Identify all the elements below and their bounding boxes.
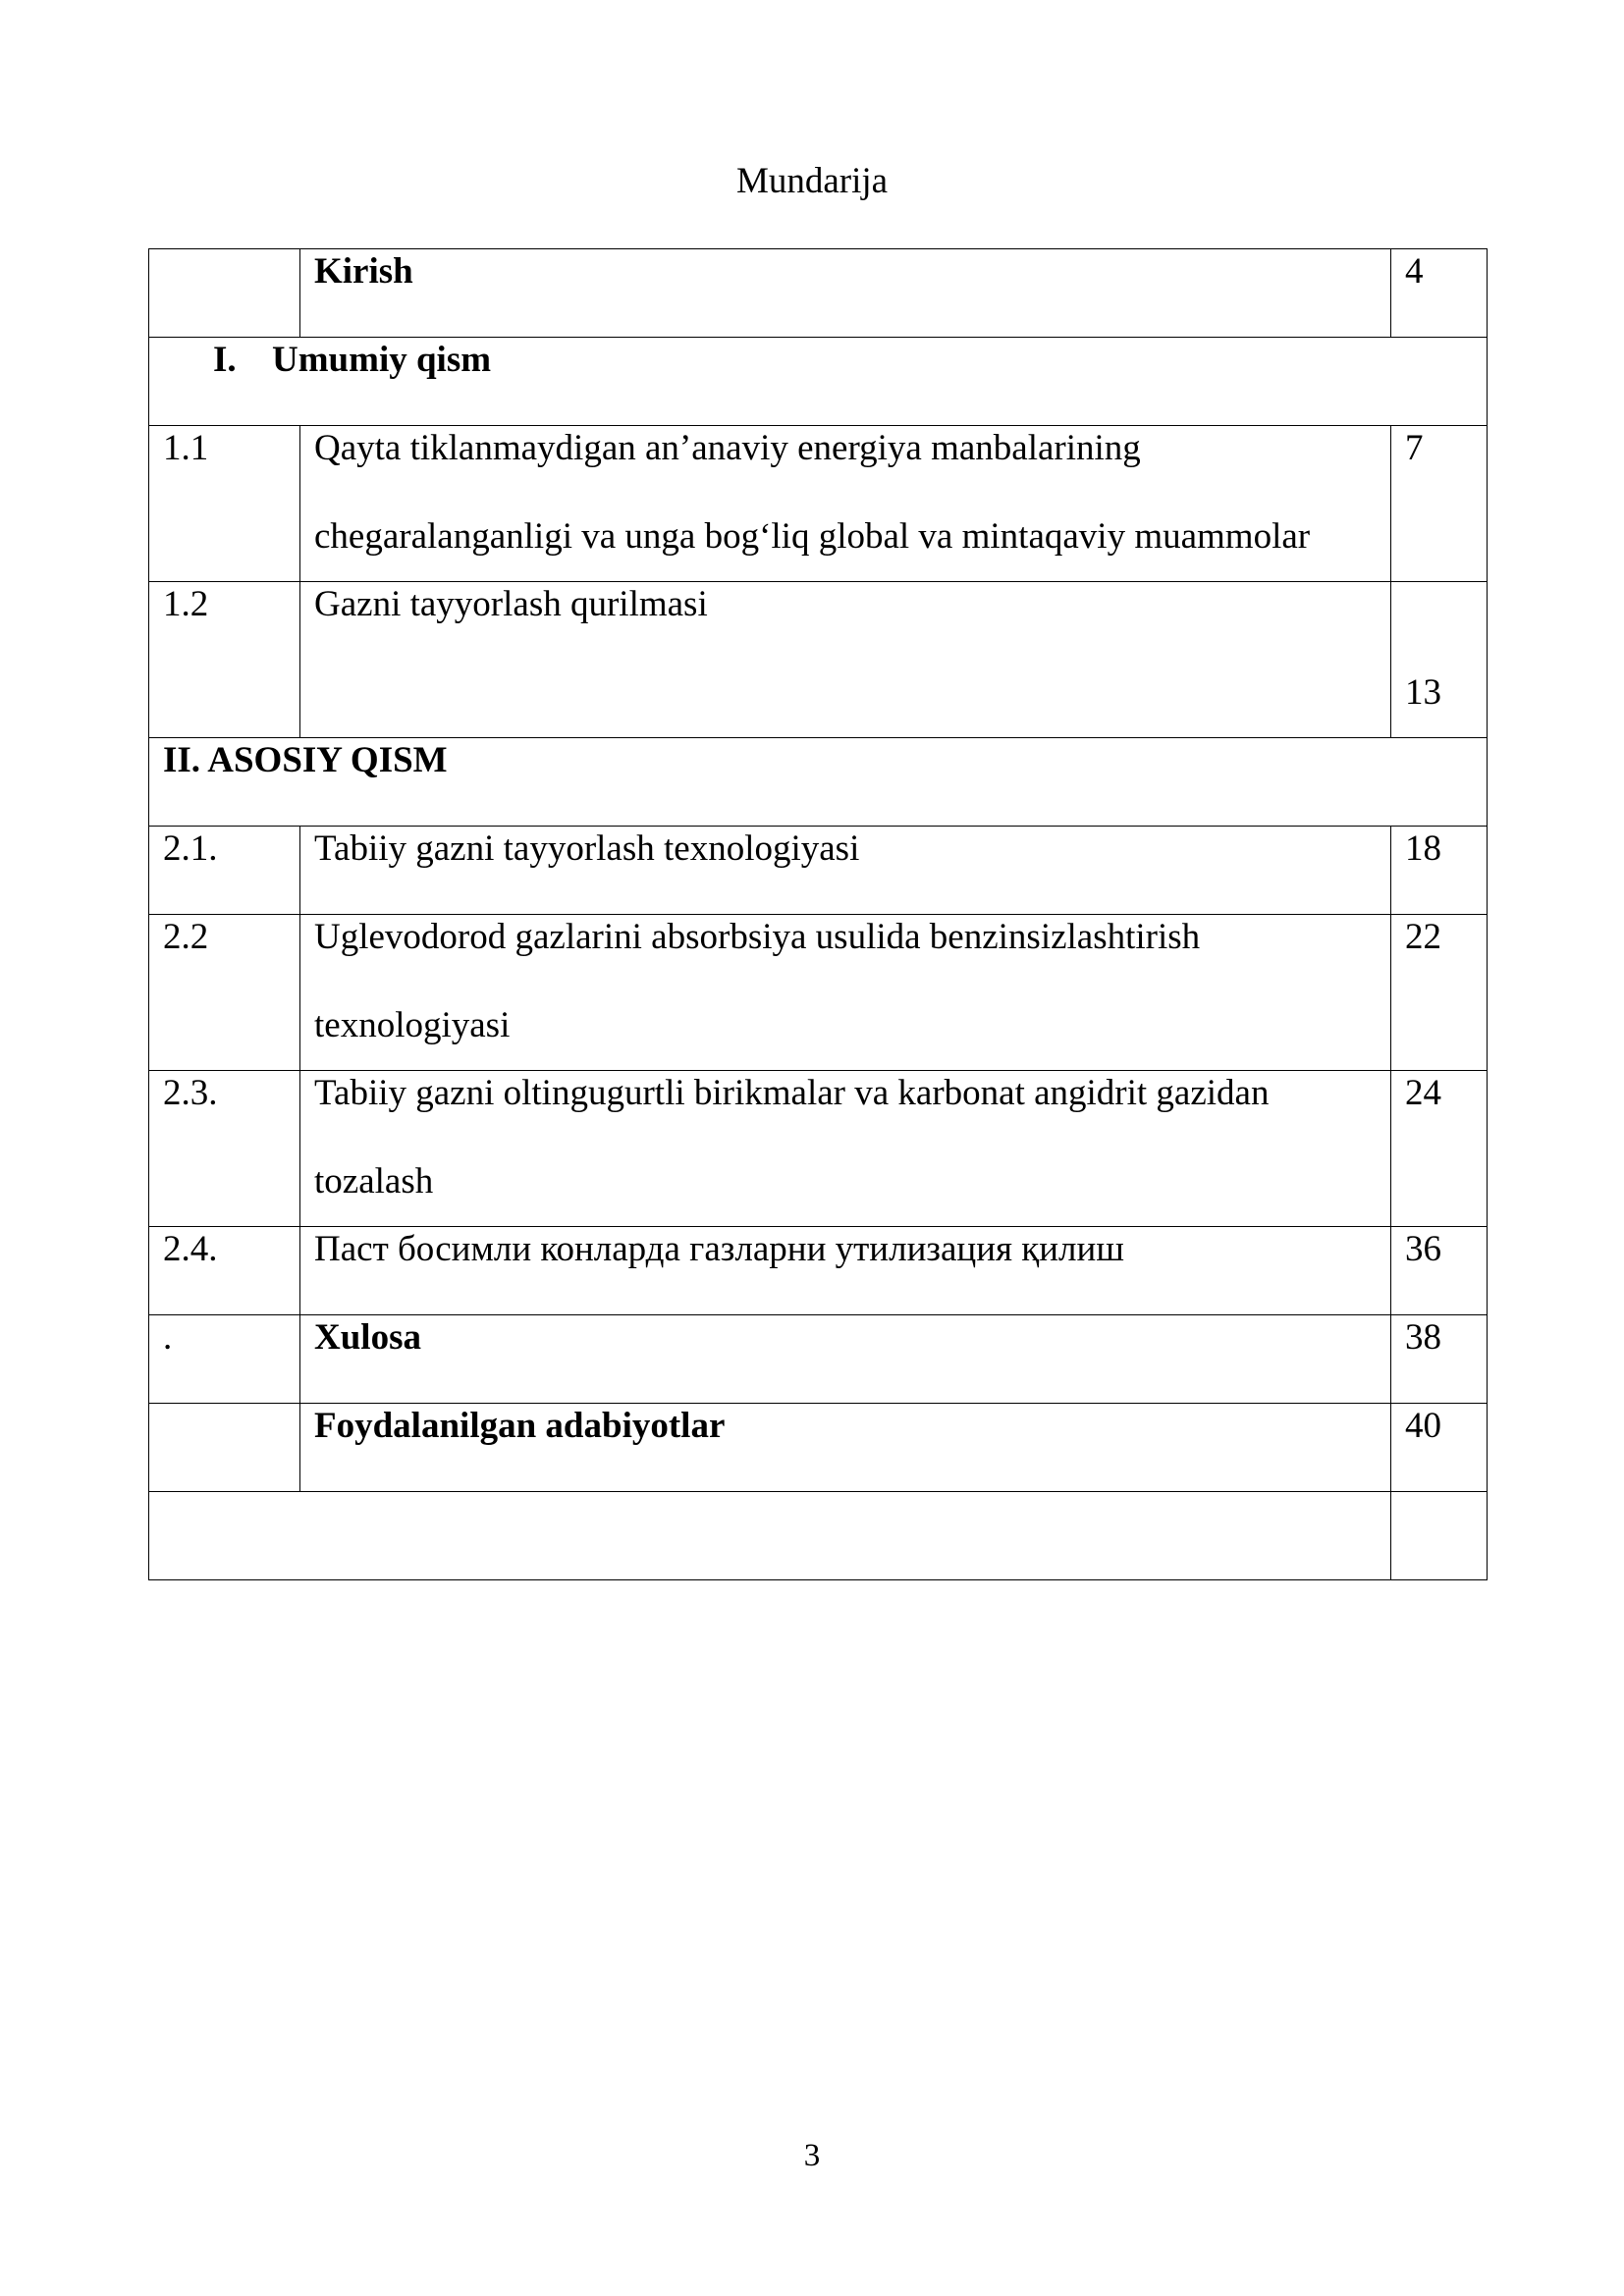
toc-title-cell xyxy=(300,582,1391,738)
toc-empty-cell xyxy=(149,1492,1391,1580)
toc-row-references xyxy=(149,1404,1488,1492)
toc-number-cell xyxy=(149,1071,300,1227)
toc-title-references: Foydalanilgan adabiyotlar xyxy=(314,1406,726,1446)
toc-title-intro: Kirish xyxy=(314,251,413,292)
toc-page-references: 40 xyxy=(1405,1406,1441,1446)
toc-number-1-2: 1.2 xyxy=(163,584,209,624)
toc-title-2-1: Tabiiy gazni tayyorlash texnologiyasi xyxy=(314,828,860,869)
toc-title-2-3-line2: tozalash xyxy=(314,1161,434,1201)
toc-row-2-2 xyxy=(149,915,1488,1071)
toc-title-1-1-line2: chegaralanganligi va unga bog‘liq global va mintaqaviy muammolar xyxy=(314,516,1311,557)
toc-title-1-2: Gazni tayyorlash qurilmasi xyxy=(314,584,708,624)
toc-title-2-4: Паст босимли конларда газларни утилизация қилиш xyxy=(314,1229,1124,1269)
toc-number-2-1: 2.1. xyxy=(163,828,218,869)
toc-section-1-title: Umumiy qism xyxy=(272,340,492,380)
toc-page-cell xyxy=(1391,1071,1488,1227)
toc-row-1-2 xyxy=(149,582,1488,738)
toc-page-cell xyxy=(1391,915,1488,1071)
toc-title-cell xyxy=(300,1071,1391,1227)
toc-title-2-3-line1: Tabiiy gazni oltingugurtli birikmalar va karbonat angidrit gazidan xyxy=(314,1073,1270,1113)
page-number: 3 xyxy=(803,2138,821,2173)
toc-row-1-1 xyxy=(149,426,1488,582)
toc-page-2-1: 18 xyxy=(1405,828,1441,869)
toc-page-cell xyxy=(1391,426,1488,582)
table-of-contents xyxy=(148,248,1488,1580)
toc-number-1-1: 1.1 xyxy=(163,428,209,468)
toc-title-2-2-line2: texnologiyasi xyxy=(314,1005,511,1045)
toc-row-2-3 xyxy=(149,1071,1488,1227)
toc-row-empty xyxy=(149,1492,1488,1580)
toc-page-cell xyxy=(1391,582,1488,738)
toc-number-cell xyxy=(149,915,300,1071)
toc-number-cell xyxy=(149,426,300,582)
toc-page-intro: 4 xyxy=(1405,251,1424,292)
toc-title-cell xyxy=(300,1404,1391,1492)
toc-number-conclusion: . xyxy=(163,1317,173,1358)
toc-page-2-3: 24 xyxy=(1405,1073,1441,1113)
toc-section-1-numeral: I. xyxy=(213,340,237,380)
toc-title-2-2-line1: Uglevodorod gazlarini absorbsiya usulida benzinsizlashtirish xyxy=(314,917,1201,957)
toc-number-cell xyxy=(149,582,300,738)
toc-page-2-2: 22 xyxy=(1405,917,1441,957)
toc-page-1-1: 7 xyxy=(1405,428,1424,468)
page-title: Mundarija xyxy=(735,161,889,201)
toc-number-cell xyxy=(149,1315,300,1404)
toc-page-cell xyxy=(1391,1404,1488,1492)
toc-title-conclusion: Xulosa xyxy=(314,1317,421,1358)
toc-number-cell xyxy=(149,1404,300,1492)
toc-page-1-2: 13 xyxy=(1405,672,1441,713)
toc-title-cell xyxy=(300,426,1391,582)
toc-empty-page-cell xyxy=(1391,1492,1488,1580)
toc-page-2-4: 36 xyxy=(1405,1229,1441,1269)
toc-number-2-3: 2.3. xyxy=(163,1073,218,1113)
toc-title-cell xyxy=(300,915,1391,1071)
toc-number-2-4: 2.4. xyxy=(163,1229,218,1269)
toc-number-2-2: 2.2 xyxy=(163,917,209,957)
toc-page-conclusion: 38 xyxy=(1405,1317,1441,1358)
toc-title-1-1-line1: Qayta tiklanmaydigan an’anaviy energiya manbalarining xyxy=(314,428,1141,468)
toc-section-2-title: II. ASOSIY QISM xyxy=(163,740,448,780)
